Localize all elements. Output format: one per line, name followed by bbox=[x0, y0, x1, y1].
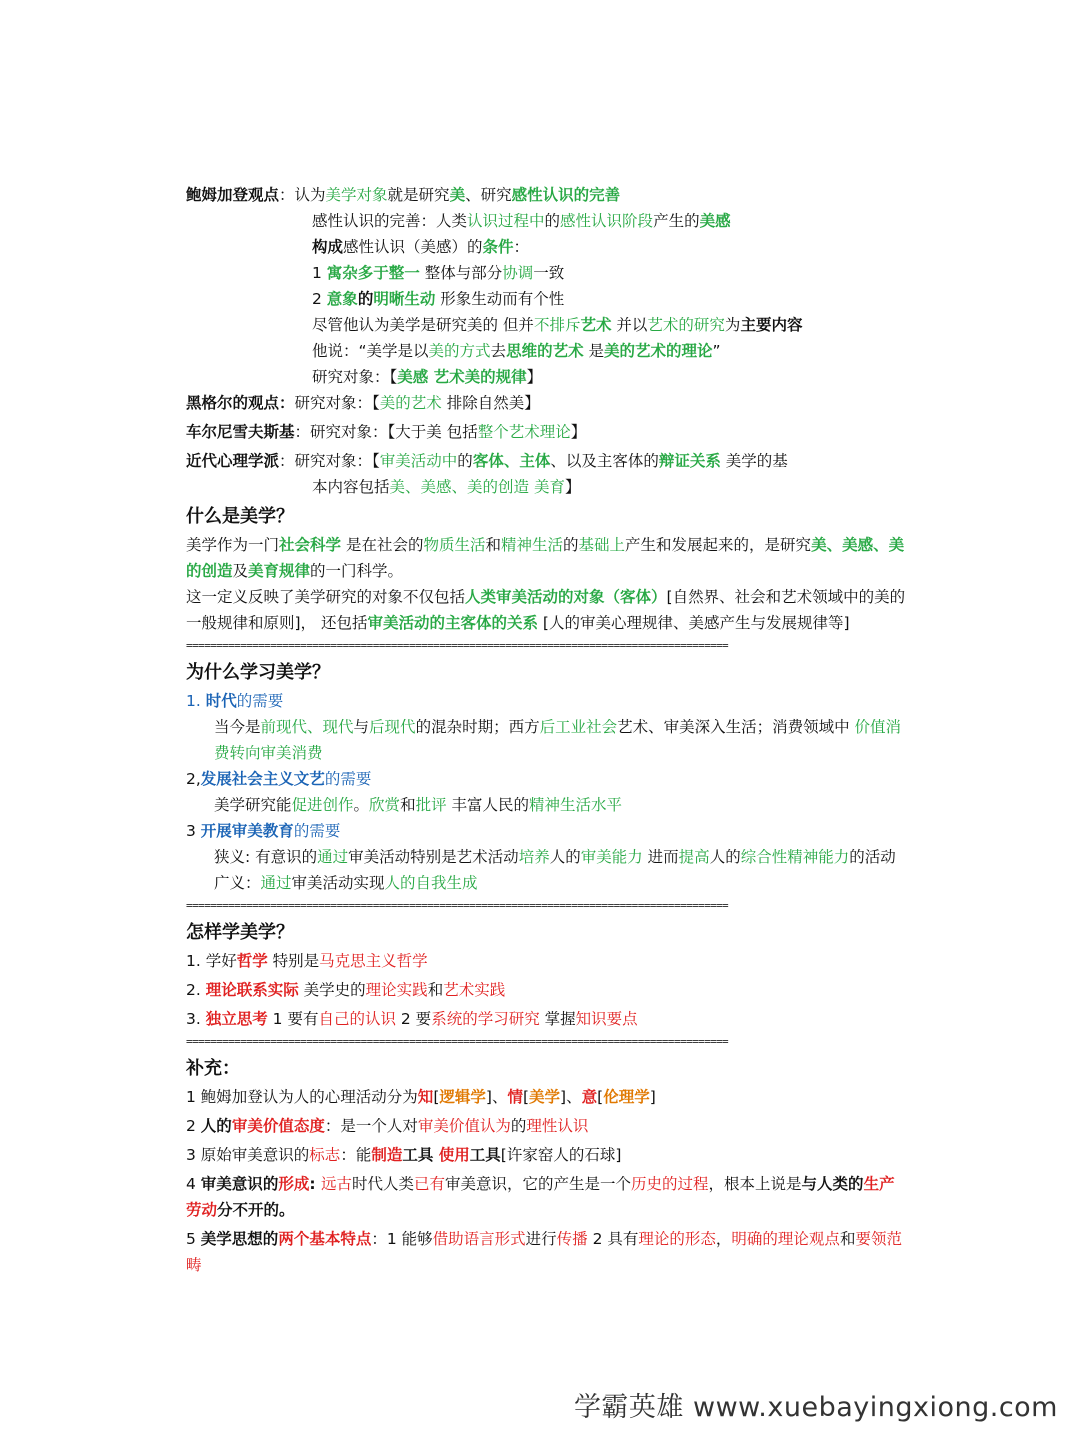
text: 构成 bbox=[312, 238, 344, 256]
supplement-3 bbox=[186, 1142, 906, 1168]
highlight: 美感 bbox=[699, 212, 731, 230]
text: 为 bbox=[724, 316, 741, 334]
highlight: 生产劳动 bbox=[186, 1175, 895, 1219]
text: 是在社会的 bbox=[341, 536, 424, 554]
highlight: 审美能力 bbox=[580, 848, 643, 866]
text: 就是研究 bbox=[387, 186, 450, 204]
chernyshevsky-view bbox=[186, 419, 906, 445]
text: 】 bbox=[570, 423, 587, 441]
highlight: 通过 bbox=[317, 848, 349, 866]
highlight: 寓杂多于整一 bbox=[326, 264, 420, 282]
term: 近代心理学派 bbox=[186, 452, 280, 470]
separator: ========================================================================================== bbox=[186, 1035, 729, 1048]
heading-why-study: 为什么学习美学？ bbox=[186, 662, 330, 683]
highlight: 社会科学 bbox=[279, 536, 342, 554]
text: 的 bbox=[357, 290, 374, 308]
highlight: 审美价值态度 bbox=[231, 1117, 325, 1135]
highlight: 美的艺术 bbox=[379, 394, 442, 412]
highlight: 自己的认识 bbox=[318, 1010, 396, 1028]
text: 4 bbox=[186, 1175, 201, 1193]
text: 排除自然美】 bbox=[441, 394, 540, 412]
text: ， bbox=[715, 1230, 732, 1248]
text: 的需要 bbox=[293, 822, 341, 840]
highlight: 审美活动的主客体的关系 bbox=[367, 614, 538, 632]
text: 狭义: 有意识的 bbox=[214, 848, 318, 866]
text: 2 bbox=[186, 1117, 201, 1135]
text: 3. bbox=[186, 1010, 206, 1028]
text: 研究对象：【 bbox=[312, 368, 398, 386]
highlight: 远古 bbox=[320, 1175, 352, 1193]
highlight: 客体、主体 bbox=[472, 452, 551, 470]
highlight: 理性认识 bbox=[526, 1117, 589, 1135]
text: 形象生动而有个性 bbox=[435, 290, 565, 308]
text: 是 bbox=[583, 342, 605, 360]
text: 去 bbox=[490, 342, 507, 360]
text: ：是一个人对 bbox=[324, 1117, 418, 1135]
highlight: 美、美感、美的创造 美育 bbox=[389, 478, 565, 496]
text: 的 bbox=[510, 1117, 527, 1135]
term: 车尔尼雪夫斯基 bbox=[186, 423, 295, 441]
text: 。 bbox=[353, 796, 370, 814]
highlight: 美、美感、美的创造 bbox=[186, 536, 905, 580]
highlight: 审美活动中 bbox=[379, 452, 458, 470]
highlight: 欣赏 bbox=[369, 796, 401, 814]
highlight: 美的艺术的理论 bbox=[604, 342, 713, 360]
highlight: 逻辑学 bbox=[439, 1088, 486, 1106]
text: 主要内容 bbox=[740, 316, 803, 334]
separator: ========================================================================================== bbox=[186, 639, 729, 652]
text: 和 bbox=[485, 536, 501, 554]
text: ] bbox=[649, 1088, 656, 1106]
highlight: 美育规律 bbox=[248, 562, 311, 580]
reason-3-broad bbox=[186, 870, 906, 896]
heading-how-to-study: 怎样学美学？ bbox=[186, 922, 294, 943]
text: ” bbox=[712, 342, 721, 360]
highlight: 感性认识的完善 bbox=[511, 186, 621, 204]
text: 的 bbox=[457, 452, 473, 470]
text: ：研究对象：【 bbox=[279, 452, 380, 470]
highlight: 美的方式 bbox=[428, 342, 491, 360]
text: 丰富人民的 bbox=[446, 796, 530, 814]
text: [ bbox=[522, 1088, 530, 1106]
conditions-line bbox=[186, 234, 906, 260]
highlight: 标志 bbox=[309, 1146, 341, 1164]
supplement-2 bbox=[186, 1113, 906, 1139]
text: [自然界、社会和艺术领域中的美的一般规律和原则]， 还包括 bbox=[186, 588, 906, 632]
highlight: 理论的形态 bbox=[638, 1230, 716, 1248]
highlight: 物质生活 bbox=[423, 536, 486, 554]
highlight: 传播 bbox=[556, 1230, 588, 1248]
highlight: 艺术的研究 bbox=[647, 316, 725, 334]
text: 产生和发展起来的，是研究 bbox=[625, 536, 812, 554]
document-body bbox=[186, 182, 906, 1278]
highlight: 后工业社会 bbox=[539, 718, 618, 736]
highlight: 协调 bbox=[502, 264, 534, 282]
research-object-line bbox=[186, 364, 906, 390]
text: 3 原始审美意识的 bbox=[186, 1146, 310, 1164]
psychology-school-cont bbox=[186, 474, 906, 500]
highlight: 人的自我生成 bbox=[384, 874, 478, 892]
text: 和 bbox=[400, 796, 416, 814]
text: 2. bbox=[186, 981, 206, 999]
text: ，根本上说是 bbox=[708, 1175, 802, 1193]
text: 审美意识，它的产生是一个 bbox=[445, 1175, 632, 1193]
highlight: 意 bbox=[581, 1088, 598, 1106]
highlight: 历史的过程 bbox=[631, 1175, 709, 1193]
text: [ bbox=[433, 1088, 440, 1106]
text: 】 bbox=[564, 478, 581, 496]
text: ]、 bbox=[485, 1088, 508, 1106]
highlight: 知 bbox=[417, 1088, 434, 1106]
heading-what-is-aesthetics: 什么是美学？ bbox=[186, 506, 294, 527]
text: 的 bbox=[262, 1175, 279, 1193]
list-number: 2, bbox=[186, 770, 201, 788]
text: 尽管他认为美学是研究美的 但并 bbox=[312, 316, 534, 334]
highlight: 辩证关系 bbox=[658, 452, 721, 470]
reason-2-detail bbox=[186, 792, 906, 818]
highlight: 提高 bbox=[678, 848, 710, 866]
site-watermark: 学霸英雄 www.xuebayingxiong.com bbox=[573, 1392, 1058, 1423]
highlight: 精神生活水平 bbox=[529, 796, 623, 814]
highlight: 不排斥 bbox=[533, 316, 581, 334]
heading-supplement: 补充： bbox=[186, 1058, 240, 1079]
highlight: 价值消费转向审美消费 bbox=[214, 718, 902, 762]
text: [人的审美心理规律、美感产生与发展规律等] bbox=[538, 614, 850, 632]
reflection-paragraph bbox=[186, 584, 906, 636]
definition-paragraph bbox=[186, 532, 906, 584]
condition-1 bbox=[186, 260, 906, 286]
condition-2 bbox=[186, 286, 906, 312]
term: 鲍姆加登观点 bbox=[186, 186, 280, 204]
text: 的 bbox=[563, 536, 579, 554]
text: 进行 bbox=[525, 1230, 557, 1248]
highlight: 整个艺术理论 bbox=[477, 423, 571, 441]
text: 整体与部分 bbox=[419, 264, 503, 282]
text: 工具 bbox=[402, 1146, 439, 1164]
highlight: 发展社会主义文艺 bbox=[200, 770, 325, 788]
text: 2 具有 bbox=[587, 1230, 639, 1248]
highlight: 美学 bbox=[529, 1088, 561, 1106]
highlight: 促进创作 bbox=[291, 796, 354, 814]
text: 产生的 bbox=[653, 212, 700, 230]
text: 感性认识的完善：人类 bbox=[312, 212, 468, 230]
highlight: 综合性精神能力 bbox=[740, 848, 850, 866]
text: 与 bbox=[353, 718, 370, 736]
text: 他说：“美学是以 bbox=[312, 342, 429, 360]
text: 并以 bbox=[611, 316, 648, 334]
highlight: 批评 bbox=[415, 796, 447, 814]
text: 的一门科学。 bbox=[310, 562, 404, 580]
text: 的活动 bbox=[849, 848, 896, 866]
highlight: 借助语言形式 bbox=[432, 1230, 526, 1248]
text: ： bbox=[513, 238, 530, 256]
highlight: 情 bbox=[507, 1088, 523, 1106]
highlight: 两个基本特点 bbox=[278, 1230, 372, 1248]
highlight: 艺术实践 bbox=[443, 981, 506, 999]
text: 1. 学好 bbox=[186, 952, 237, 970]
highlight: 形成 bbox=[278, 1175, 310, 1193]
text: 2 bbox=[312, 290, 327, 308]
text: 的需要 bbox=[236, 692, 284, 710]
highlight: 知识要点 bbox=[575, 1010, 638, 1028]
highlight: 基础上 bbox=[578, 536, 626, 554]
highlight: 思维的艺术 bbox=[506, 342, 584, 360]
text: 分不开的。 bbox=[217, 1201, 295, 1219]
highlight: 系统的学习研究 bbox=[431, 1010, 540, 1028]
text: 本内容包括 bbox=[312, 478, 390, 496]
highlight: 独立思考 bbox=[205, 1010, 268, 1028]
text: 的需要 bbox=[324, 770, 372, 788]
text: 特别是 bbox=[267, 952, 320, 970]
supplement-4 bbox=[186, 1171, 906, 1223]
highlight: 条件 bbox=[482, 238, 514, 256]
highlight: 明晰生动 bbox=[373, 290, 436, 308]
text: 感性认识（美感）的 bbox=[343, 238, 483, 256]
term: 黑格尔的观点： bbox=[186, 394, 295, 412]
art-line bbox=[186, 312, 906, 338]
highlight: 培养 bbox=[518, 848, 550, 866]
reason-2 bbox=[186, 766, 906, 792]
highlight: 理论联系实际 bbox=[205, 981, 299, 999]
text: 人的 bbox=[200, 1117, 232, 1135]
text: ：研究对象：【大于美 包括 bbox=[294, 423, 478, 441]
text: 工具 bbox=[469, 1146, 501, 1164]
highlight: 马克思主义哲学 bbox=[319, 952, 428, 970]
text: 】 bbox=[526, 368, 543, 386]
text: 审美活动特别是艺术活动 bbox=[348, 848, 519, 866]
supplement-1 bbox=[186, 1084, 906, 1110]
highlight: 哲学 bbox=[236, 952, 268, 970]
text: 一致 bbox=[533, 264, 565, 282]
text: 1 bbox=[312, 264, 327, 282]
highlight: 前现代、现代 bbox=[260, 718, 354, 736]
text: 掌握 bbox=[539, 1010, 576, 1028]
text: 与人类的 bbox=[801, 1175, 864, 1193]
method-2 bbox=[186, 977, 906, 1003]
highlight: 审美价值认为 bbox=[417, 1117, 511, 1135]
text: 时代人类 bbox=[351, 1175, 414, 1193]
text: [ bbox=[597, 1088, 604, 1106]
text: 1 要有 bbox=[267, 1010, 319, 1028]
text: 1 鲍姆加登认为人的心理活动分为 bbox=[186, 1088, 418, 1106]
highlight: 认识过程中 bbox=[467, 212, 545, 230]
supplement-5 bbox=[186, 1226, 906, 1278]
highlight: 美学对象 bbox=[325, 186, 388, 204]
highlight: 人类审美活动的对象（客体） bbox=[465, 588, 667, 606]
quote-line bbox=[186, 338, 906, 364]
highlight: 时代 bbox=[205, 692, 237, 710]
text: 的 bbox=[544, 212, 561, 230]
highlight: 感性认识阶段 bbox=[560, 212, 654, 230]
text: [许家窑人的石球] bbox=[500, 1146, 622, 1164]
reason-1 bbox=[186, 688, 906, 714]
text: 人的 bbox=[709, 848, 741, 866]
text: 审美意识 bbox=[200, 1175, 263, 1193]
highlight: 伦理学 bbox=[603, 1088, 650, 1106]
method-3 bbox=[186, 1006, 906, 1032]
text: ：1 能够 bbox=[371, 1230, 433, 1248]
psychology-school bbox=[186, 448, 906, 474]
text: 、研究 bbox=[465, 186, 512, 204]
highlight: 开展审美教育 bbox=[200, 822, 294, 840]
text: 审美活动实现 bbox=[291, 874, 385, 892]
highlight: 使用 bbox=[438, 1146, 470, 1164]
highlight: 美感 艺术美的规律 bbox=[397, 368, 527, 386]
highlight: 艺术 bbox=[580, 316, 612, 334]
perfection-definition bbox=[186, 208, 906, 234]
text: 当今是 bbox=[214, 718, 261, 736]
text: 进而 bbox=[642, 848, 679, 866]
text: 艺术、审美深入生活；消费领域中 bbox=[617, 718, 855, 736]
text: 、以及主客体的 bbox=[550, 452, 659, 470]
separator: ========================================================================================== bbox=[186, 899, 729, 912]
highlight: 后现代 bbox=[369, 718, 416, 736]
text: 美学作为一门 bbox=[186, 536, 280, 554]
text: 美学研究能 bbox=[214, 796, 292, 814]
list-number: 1. bbox=[186, 692, 206, 710]
highlight: 已有 bbox=[413, 1175, 445, 1193]
highlight: 要领范畴 bbox=[186, 1230, 902, 1274]
highlight: 意象 bbox=[326, 290, 358, 308]
text: 广义： bbox=[214, 874, 261, 892]
text: 2 要 bbox=[395, 1010, 432, 1028]
text: 和 bbox=[839, 1230, 856, 1248]
highlight: 通过 bbox=[260, 874, 292, 892]
text: 的混杂时期；西方 bbox=[415, 718, 540, 736]
text: : bbox=[309, 1175, 321, 1193]
text: 及 bbox=[232, 562, 249, 580]
text: 5 bbox=[186, 1230, 201, 1248]
hegel-view bbox=[186, 390, 906, 416]
highlight: 制造 bbox=[371, 1146, 403, 1164]
text: ：能 bbox=[340, 1146, 372, 1164]
reason-3-narrow bbox=[186, 844, 906, 870]
baumgarten-view bbox=[186, 182, 906, 208]
text: 美学史的 bbox=[298, 981, 366, 999]
method-1 bbox=[186, 948, 906, 974]
text: 美学思想的 bbox=[200, 1230, 279, 1248]
highlight: 精神生活 bbox=[501, 536, 564, 554]
highlight: 明确的理论观点 bbox=[731, 1230, 840, 1248]
text: 人的 bbox=[549, 848, 581, 866]
highlight: 美 bbox=[449, 186, 466, 204]
text: ]、 bbox=[560, 1088, 582, 1106]
text: ：认为 bbox=[279, 186, 326, 204]
reason-1-detail bbox=[186, 714, 906, 766]
text: 研究对象：【 bbox=[294, 394, 380, 412]
text: 这一定义反映了美学研究的对象不仅包括 bbox=[186, 588, 466, 606]
list-number: 3 bbox=[186, 822, 201, 840]
highlight: 理论实践 bbox=[365, 981, 428, 999]
text: 和 bbox=[427, 981, 444, 999]
text: 美学的基 bbox=[720, 452, 788, 470]
reason-3 bbox=[186, 818, 906, 844]
